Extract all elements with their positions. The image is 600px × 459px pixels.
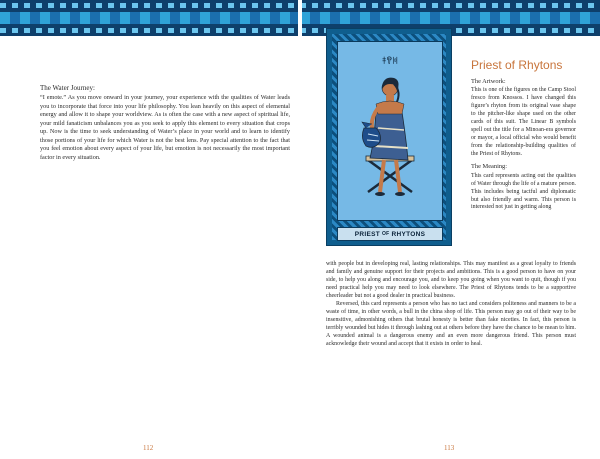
artwork-heading: The Artwork: [471, 78, 506, 85]
reversed-body: Reversed, this card represents a person who has no tact and considers politeness and manners to be a waste of time, in other words, a bull in the china shop of life. This person may go out of their way to be insensitive, admonishing others that brutal honesty is better than fake niceties. In fact, this person is terribly wounded but hides it through lashing out at others before they have the chance to be mean to him. A wounded animal is a dangerous enemy and an even more dangerous friend. This person must acknowledge their wound and accept that it exists in order to heal. [326, 301, 576, 348]
right-column-text [471, 78, 576, 212]
card-title-word-rhytons: RHYTONS [391, 230, 426, 238]
card-title-word-of: OF [381, 231, 390, 237]
tarot-card-illustration [326, 28, 452, 246]
decorative-border-top [0, 0, 600, 36]
meaning-body-continued: with people but in developing real, lasting relationships. This may manifest as a great loyalty to friends and family and genuine support for their projects and ambitions. This is a good person to have on your side, to help you along and encourage you, and to keep you going when you want to quit, though if you need practical help you may need to look elsewhere. The Priest of Rhytons tends to be a supportive cheerleader but not a good dealer in practical business. [326, 261, 576, 300]
card-title-word-priest: PRIEST [354, 230, 380, 238]
priest-figure-illustration [338, 42, 442, 220]
card-title-band [337, 227, 443, 241]
water-journey-body: “I emote.” As you move onward in your journey, your experience with the qualities of Water leads you to incorporate that force into your life philosophy. You lean heavily on this aspect of elemental energy and allow it to shape your worldview. As is often the case with a new aspect of spiritual life, your mild fanaticism unbalances you as you seek to apply this element to every situation that crops up. Now is the time to seek understanding of Water’s place in your world and to learn to identify those portions of your life for which Water is not the best lens. Pay special attention to the fact that you feel emotion about every aspect of your life, but emotion is not necessarily the most important factor in every situation. [40, 94, 290, 161]
meaning-heading: The Meaning: [471, 163, 508, 171]
page-number-left: 112 [143, 444, 154, 452]
meaning-body-column: This card represents acting out the qualities of Water through the life of a mature person. This includes being tactful and diplomatic but also friendly and warm. This person is interested not just in getting along [471, 172, 576, 211]
water-journey-heading: The Water Journey: [40, 84, 95, 92]
page-gutter [298, 0, 302, 36]
artwork-body: This is one of the figures on the Camp Stool fresco from Knossos. I have changed this figure’s rhyton from its original vase shape to the pitcher-like shape used on the other cards of this suit. The Linear B symbols spell out the title for a Minoan-era governor or mayor, a local official who would benefit from the relationship-building qualities of the Priest of Rhytons. [471, 87, 576, 157]
linear-b-symbols: 𐀞𐀒𐀝 [381, 57, 399, 67]
page-number-right: 113 [444, 444, 455, 452]
card-heading: Priest of Rhytons [471, 58, 563, 72]
left-page-text [40, 84, 290, 162]
card-artwork [337, 41, 443, 221]
right-full-width-text [326, 260, 576, 348]
